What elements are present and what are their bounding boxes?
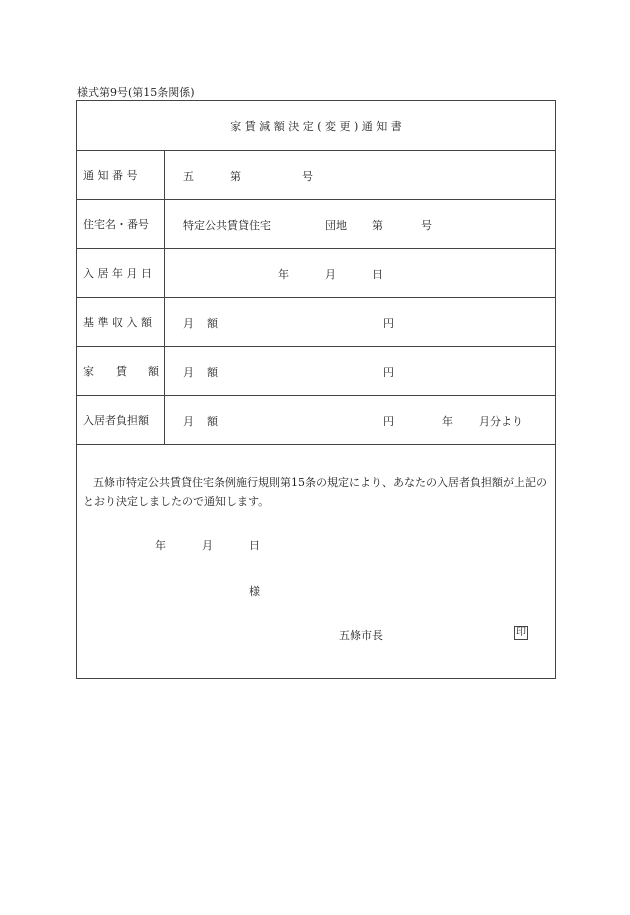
rent-tsuki: 月 [183,366,194,379]
move-in-year: 年 [278,268,289,281]
row-base-income [77,298,555,347]
addressee-sama: 様 [249,585,260,598]
document-title: 家 賃 減 額 決 定 ( 変 更 ) 通 知 書 [77,101,555,151]
housing-gou: 号 [421,219,432,232]
notice-body: 五條市特定公共賃貸住宅条例施行規則第15条の規定により、あなたの入居者負担額が上記のとおり決定しましたので通知します。 [83,476,547,508]
burden-tsuki: 月 [183,415,194,428]
row-tenant-burden [77,396,555,445]
notice-dai: 第 [230,170,241,183]
housing-dai: 第 [372,219,383,232]
label-rent-char-2: 賃 [116,365,127,378]
notice-form [76,100,556,679]
seal-stamp: 印 [516,627,526,638]
move-in-day: 日 [372,268,383,281]
row-housing [77,200,555,249]
date-year: 年 [155,539,166,552]
label-rent [77,347,165,395]
form-number-label: 様式第9号(第15条関係) [77,86,195,99]
label-rent-char-1: 家 [83,365,94,378]
notice-text [83,473,549,511]
label-move-in-date: 入 居 年 月 日 [77,249,165,297]
label-notice-number: 通 知 番 号 [77,151,165,199]
burden-gaku: 額 [207,415,218,428]
burden-yen: 円 [383,415,394,428]
date-day: 日 [249,539,260,552]
rent-yen: 円 [383,366,394,379]
row-rent [77,347,555,396]
label-rent-char-3: 額 [148,365,159,378]
housing-danchi: 団地 [325,219,347,232]
base-income-tsuki: 月 [183,317,194,330]
label-tenant-burden: 入居者負担額 [77,396,165,444]
move-in-month: 月 [325,268,336,281]
rent-gaku: 額 [207,366,218,379]
row-move-in-date [77,249,555,298]
label-base-income: 基 準 収 入 額 [77,298,165,346]
base-income-gaku: 額 [207,317,218,330]
notice-go: 五 [183,170,194,183]
notice-gou: 号 [302,170,313,183]
row-notice-number [77,151,555,200]
date-month: 月 [202,539,213,552]
burden-month-from: 月分より [479,415,523,428]
burden-year: 年 [442,415,453,428]
housing-name: 特定公共賃貸住宅 [183,219,271,232]
mayor-title: 五條市長 [339,629,383,642]
label-housing: 住宅名・番号 [77,200,165,248]
base-income-yen: 円 [383,317,394,330]
